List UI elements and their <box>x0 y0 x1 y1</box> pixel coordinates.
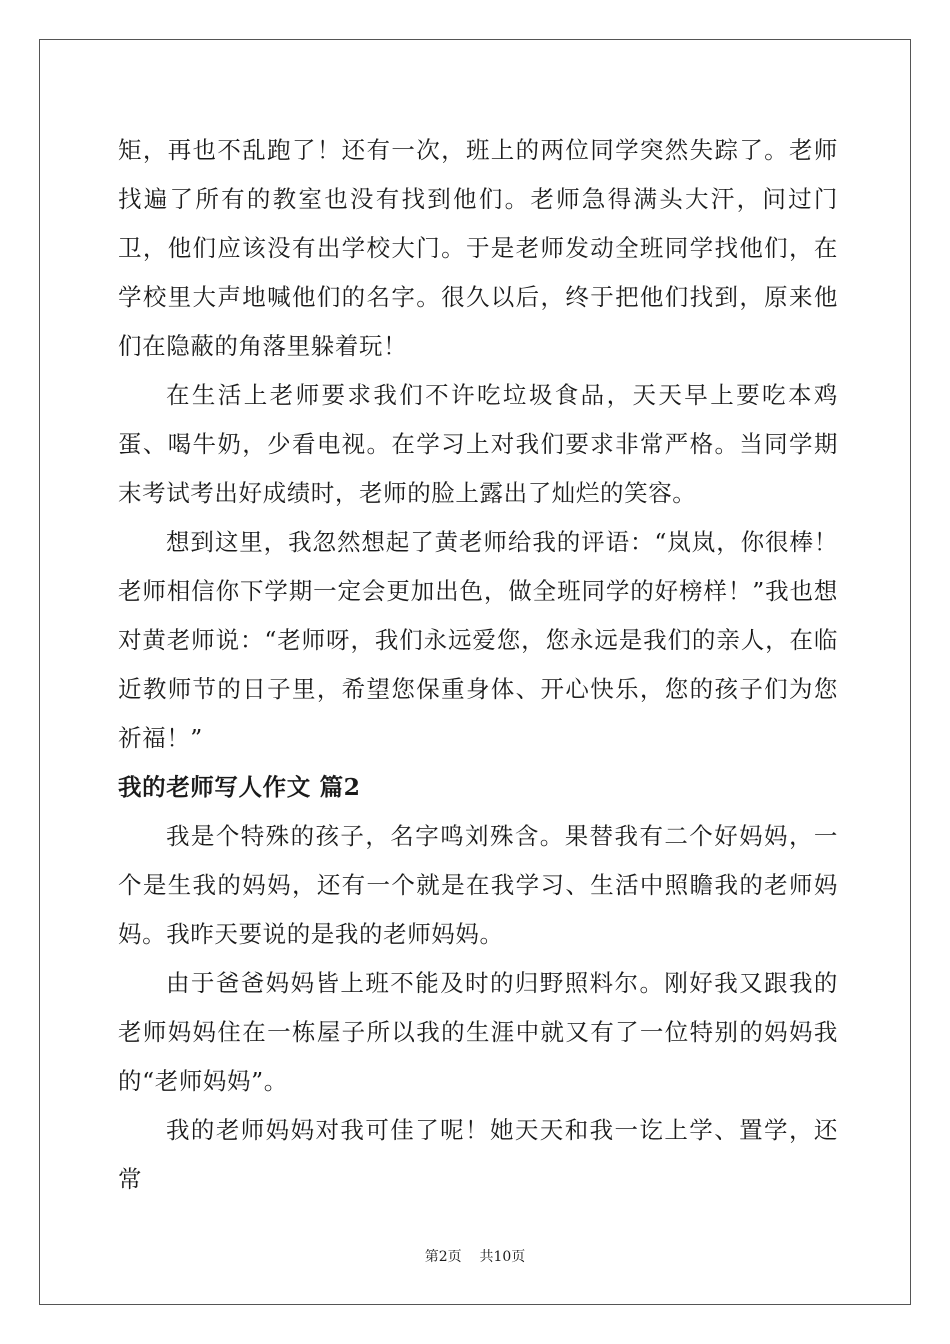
page-number-footer: 第2页 共10页 <box>424 1249 526 1265</box>
section-heading: 我的老师写人作文 篇2 <box>118 773 361 801</box>
paragraph: 在生活上老师要求我们不许吃垃圾食品，天天早上要吃本鸡蛋、喝牛奶，少看电视。在学习上对我们要求非常严格。当同学期末考试考出好成绩时，老师的脸上露出了灿烂的笑容。 <box>118 381 838 507</box>
document-body <box>118 126 838 1204</box>
paragraph: 由于爸爸妈妈皆上班不能及时的归野照料尔。刚好我又跟我的老师妈妈住在一栋屋子所以我的生涯中就又有了一位特别的妈妈我的“老师妈妈”。 <box>118 969 838 1095</box>
paragraph: 我是个特殊的孩子，名字鸣刘殊含。果替我有二个好妈妈，一个是生我的妈妈，还有一个就是在我学习、生活中照瞻我的老师妈妈。我昨天要说的是我的老师妈妈。 <box>118 822 838 948</box>
paragraph: 想到这里，我忽然想起了黄老师给我的评语：“岚岚，你很棒！老师相信你下学期一定会更加出色，做全班同学的好榜样！”我也想对黄老师说：“老师呀，我们永远爱您，您永远是我们的亲人，在临近教师节的日子里，希望您保重身体、开心快乐，您的孩子们为您祈福！” <box>118 528 838 752</box>
paragraph: 我的老师妈妈对我可佳了呢！她天天和我一讫上学、置学，还常 <box>118 1116 838 1193</box>
paragraph: 矩，再也不乱跑了！还有一次，班上的两位同学突然失踪了。老师找遍了所有的教室也没有找到他们。老师急得满头大汗，问过门卫，他们应该没有出学校大门。于是老师发动全班同学找他们，在学校里大声地喊他们的名字。很久以后，终于把他们找到，原来他们在隐蔽的角落里躲着玩！ <box>118 136 838 360</box>
